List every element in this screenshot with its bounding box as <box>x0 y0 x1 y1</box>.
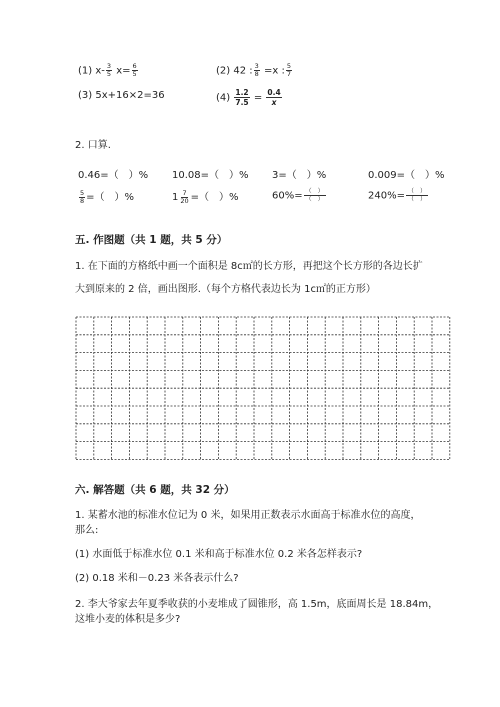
oral-item: 0.46=（ ）% <box>78 170 149 181</box>
equation-term: 42 : <box>233 65 253 77</box>
section-title: 六. 解答题（共 6 题，共 32 分） <box>75 484 235 496</box>
question-text: 1. 某蓄水池的标准水位记为 0 米，如果用正数表示水面高于标准水位的高度， <box>75 510 421 521</box>
equation-number: (1) <box>78 65 93 77</box>
fraction: $\frac{5}{8}$ <box>80 188 85 205</box>
fraction: $\frac{( )}{( )}$ <box>407 188 426 203</box>
fraction: $\frac{0.4}{x}$ <box>267 88 281 107</box>
section-title: 五. 作图题（共 1 题，共 5 分） <box>75 234 228 246</box>
fraction: $\frac{5}{7}$ <box>286 62 291 78</box>
fraction: $\frac{6}{5}$ <box>132 62 137 78</box>
oral-item: 1 $\frac{7}{20}$ =（ ）% <box>172 188 239 205</box>
equation-number: (2) <box>216 65 231 77</box>
oral-item: 60%= $\frac{( )}{( )}$ <box>272 188 324 203</box>
equation-term: =x : <box>263 65 285 77</box>
question-text: 2. 李大爷家去年夏季收获的小麦堆成了圆锥形，高 1.5m，底面周长是 18.84m， <box>75 599 439 610</box>
sub-question: (1) 水面低于标准水位 0.1 米和高于标准水位 0.2 米各怎样表示? <box>75 549 363 560</box>
equation-term: x- <box>95 65 105 77</box>
oral-item: 3=（ ）% <box>272 170 327 181</box>
equation-term: x= <box>116 65 131 77</box>
equals-sign: = <box>253 92 263 104</box>
square-grid <box>75 316 451 460</box>
equation-number: (4) <box>216 92 231 104</box>
question-text: 大到原来的 2 倍，画出图形.（每个方格代表边长为 1c㎡的正方形） <box>75 284 376 295</box>
oral-item: 240%= $\frac{( )}{( )}$ <box>368 188 426 203</box>
fraction: $\frac{( )}{( )}$ <box>305 188 324 203</box>
fraction: $\frac{7}{20}$ <box>180 188 189 205</box>
oral-heading: 2. 口算. <box>75 140 111 151</box>
sub-question: (2) 0.18 米和－0.23 米各表示什么? <box>75 573 239 584</box>
question-text: 这堆小麦的体积是多少? <box>75 614 181 625</box>
question-text: 那么: <box>75 525 99 536</box>
equation-2 <box>216 63 293 78</box>
question-text: 1. 在下面的方格纸中画一个面积是 8c㎡的长方形，再把这个长方形的各边长扩 <box>75 261 423 272</box>
fraction: $\frac{1.2}{7.5}$ <box>235 88 249 107</box>
equation-4 <box>216 88 283 107</box>
oral-item: 0.009=（ ）% <box>368 170 445 181</box>
fraction: $\frac{3}{5}$ <box>106 62 112 78</box>
equation-3: (3) 5x+16×2=36 <box>78 90 165 101</box>
oral-item: 10.08=（ ）% <box>172 170 249 181</box>
oral-item: $\frac{5}{8}$ =（ ）% <box>80 188 135 205</box>
equation-1 <box>78 63 139 78</box>
fraction: $\frac{3}{8}$ <box>254 62 259 78</box>
